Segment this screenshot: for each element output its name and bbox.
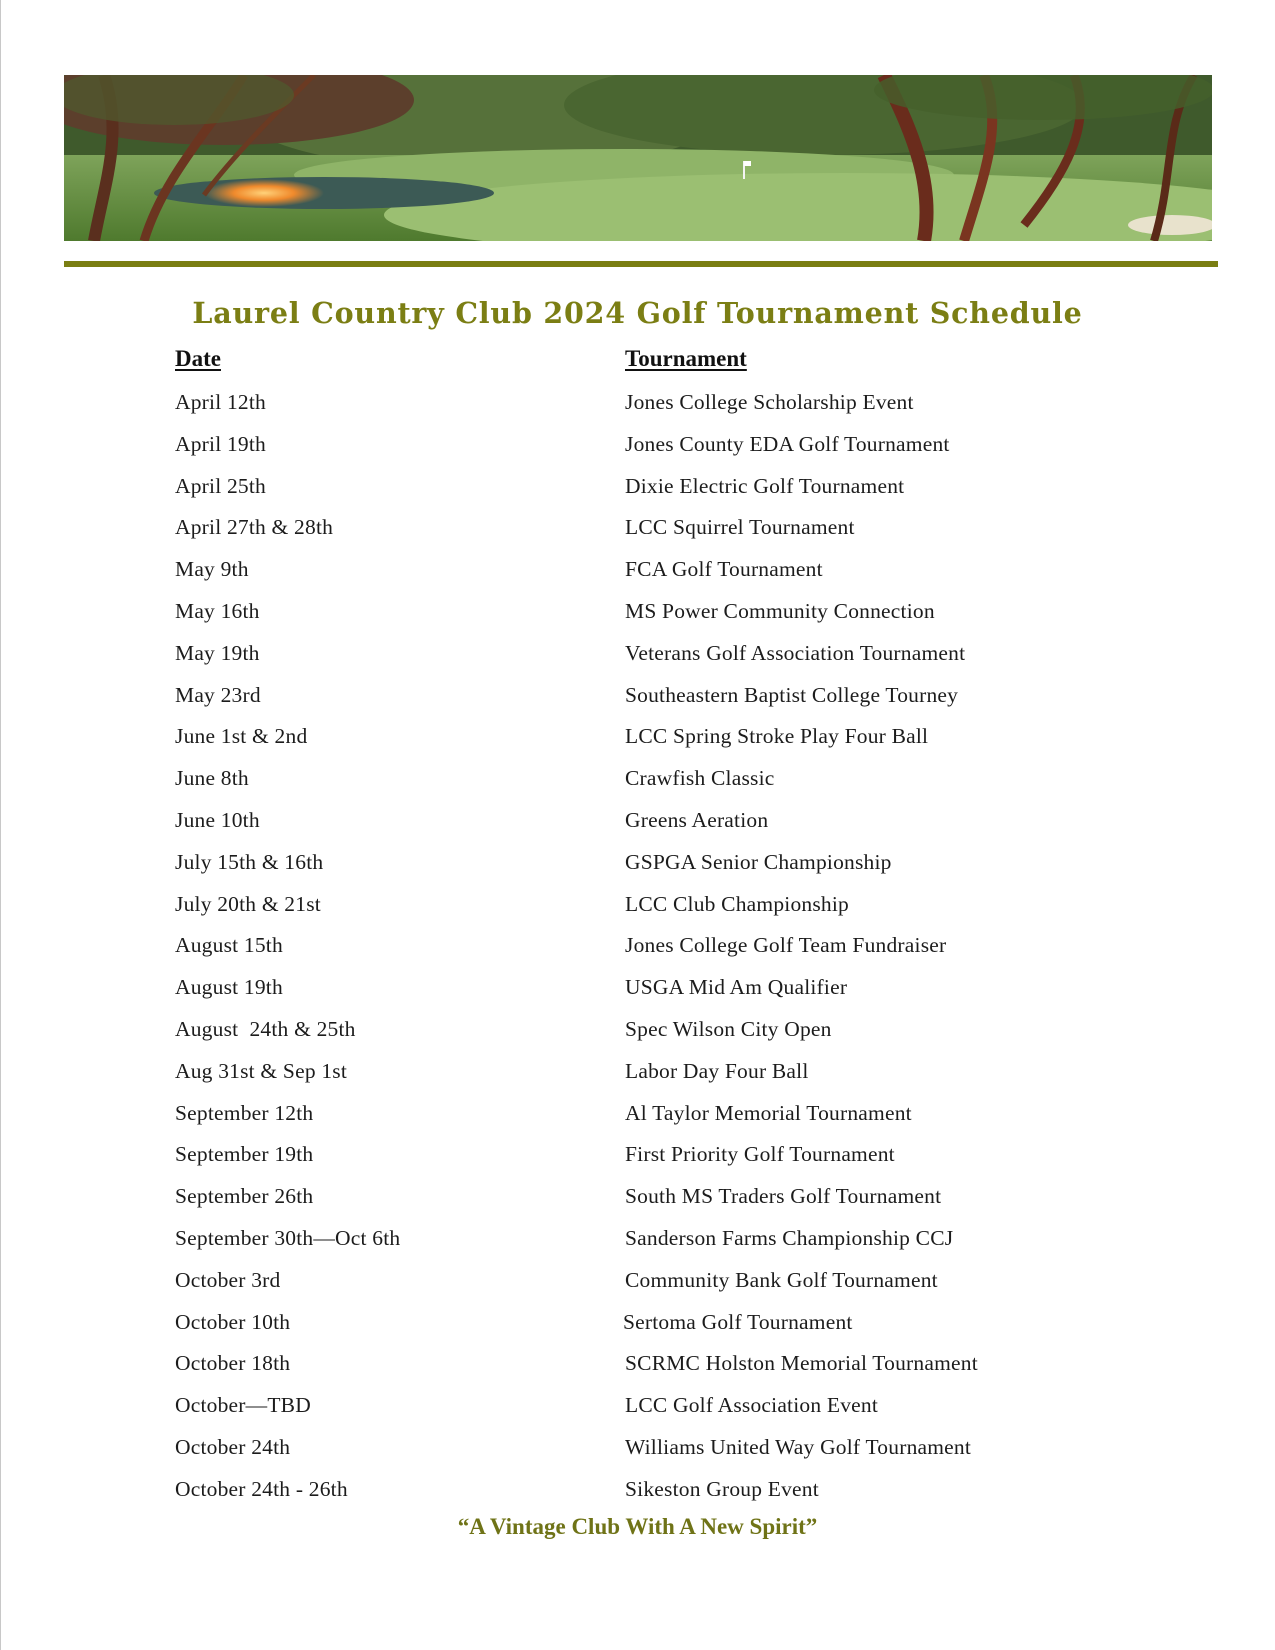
date-cell: August 15th [175,933,283,958]
table-row [0,593,1275,635]
table-row [0,1262,1275,1304]
table-row [0,509,1275,551]
date-cell: May 23rd [175,682,261,707]
tournament-cell: Al Taylor Memorial Tournament [625,1100,912,1125]
date-cell: May 9th [175,557,249,582]
tournament-column-header: Tournament [625,346,747,371]
table-row [0,1429,1275,1471]
tournament-cell: Community Bank Golf Tournament [625,1267,938,1292]
date-cell: September 30th—Oct 6th [175,1225,401,1250]
date-cell: September 12th [175,1100,314,1125]
date-cell: September 19th [175,1142,314,1167]
tournament-cell: Spec Wilson City Open [625,1016,832,1041]
date-cell: September 26th [175,1184,314,1209]
page-title: Laurel Country Club 2024 Golf Tournament Schedule [192,296,1083,330]
tournament-cell: Southeastern Baptist College Tourney [625,682,959,707]
date-cell: October 10th [175,1309,291,1334]
table-row [0,718,1275,760]
table-row [0,1053,1275,1095]
tournament-cell: South MS Traders Golf Tournament [625,1184,942,1209]
table-row [0,1387,1275,1429]
schedule-table [0,384,1275,1513]
date-cell: August 24th & 25th [175,1016,356,1041]
date-cell: June 10th [175,807,260,832]
date-cell: July 15th & 16th [175,849,324,874]
date-cell: April 12th [175,390,266,414]
tournament-cell: First Priority Golf Tournament [625,1142,895,1167]
table-row [0,1220,1275,1262]
tournament-cell: Sertoma Golf Tournament [623,1309,853,1334]
table-row [0,468,1275,510]
table-row [0,1345,1275,1387]
tournament-cell: Williams United Way Golf Tournament [625,1434,972,1459]
tournament-cell: GSPGA Senior Championship [625,849,892,874]
tournament-cell: Greens Aeration [625,807,769,832]
tournament-cell: Jones College Golf Team Fundraiser [625,933,947,958]
table-row [0,1095,1275,1137]
tournament-cell: Veterans Golf Association Tournament [625,640,966,665]
date-cell: June 1st & 2nd [175,724,308,749]
table-row [0,1471,1275,1513]
table-row [0,1011,1275,1053]
date-cell: October 24th - 26th [175,1476,348,1501]
tournament-cell: USGA Mid Am Qualifier [625,975,848,1000]
date-cell: October 3rd [175,1267,281,1292]
date-cell: April 19th [175,431,266,456]
table-row [0,384,1275,426]
tournament-cell: FCA Golf Tournament [625,557,823,582]
tournament-cell: LCC Club Championship [625,891,849,916]
date-cell: May 16th [175,598,260,623]
date-cell: October 24th [175,1434,291,1459]
table-row [0,635,1275,677]
tournament-cell: SCRMC Holston Memorial Tournament [625,1351,978,1376]
date-cell: April 25th [175,473,266,498]
table-row [0,426,1275,468]
tournament-cell: Jones County EDA Golf Tournament [625,431,950,456]
tournament-cell: Crawfish Classic [625,766,775,791]
tournament-cell: LCC Spring Stroke Play Four Ball [625,724,929,749]
tournament-cell: Sanderson Farms Championship CCJ [625,1225,954,1250]
date-cell: June 8th [175,766,249,791]
tournament-cell: Jones College Scholarship Event [625,390,914,414]
date-cell: October 18th [175,1351,291,1376]
date-cell: May 19th [175,640,260,665]
tournament-cell: Dixie Electric Golf Tournament [625,473,905,498]
table-row [0,886,1275,928]
table-row [0,677,1275,719]
tournament-cell: Sikeston Group Event [625,1476,819,1501]
table-row [0,969,1275,1011]
tournament-cell: LCC Golf Association Event [625,1393,879,1418]
date-cell: October—TBD [175,1393,311,1418]
table-row [0,802,1275,844]
table-row [0,760,1275,802]
table-row [0,1136,1275,1178]
date-cell: August 19th [175,975,283,1000]
table-row [0,551,1275,593]
green-divider-rule [64,261,1218,267]
date-cell: Aug 31st & Sep 1st [175,1058,348,1083]
date-cell: July 20th & 21st [175,891,321,916]
date-cell: April 27th & 28th [175,515,334,540]
club-tagline: “A Vintage Club With A New Spirit” [457,1514,818,1539]
table-row [0,844,1275,886]
table-row [0,927,1275,969]
golf-course-banner-image [64,75,1212,241]
date-column-header: Date [175,346,221,371]
table-row [0,1304,1275,1346]
tournament-cell: LCC Squirrel Tournament [625,515,855,540]
table-row [0,1178,1275,1220]
tournament-cell: Labor Day Four Ball [625,1058,809,1083]
tournament-cell: MS Power Community Connection [625,598,935,623]
